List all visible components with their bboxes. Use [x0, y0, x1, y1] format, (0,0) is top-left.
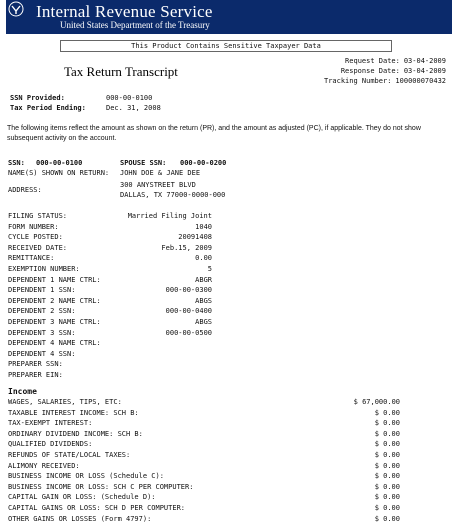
names-row: [8, 168, 226, 178]
request-info: [246, 56, 446, 86]
address-line-1: 300 ANYSTREET BLVD: [120, 181, 196, 189]
info-row-label: DEPENDENT 1 SSN:: [8, 286, 76, 295]
names-value: JOHN DOE & JANE DEE: [120, 169, 201, 177]
tracking-number-label: Tracking Number:: [323, 77, 392, 85]
info-row: [8, 222, 212, 233]
income-row-value: $ 0.00: [374, 472, 400, 481]
income-row: [8, 408, 400, 419]
info-row-value: Feb.15, 2009: [161, 243, 212, 252]
disclaimer-text: The following items reflect the amount as shown on the return (PR), and the amount as adjusted (PC), if applicable. They do not show subsequent activity on the account.: [7, 125, 421, 142]
address-line-2: DALLAS, TX 77000-0000-000: [120, 191, 226, 199]
return-info-list: [8, 211, 212, 381]
spouse-ssn-value: 000-00-0200: [180, 159, 227, 167]
info-row: [8, 370, 212, 381]
info-row: [8, 296, 212, 307]
info-row-value: Married Filing Joint: [127, 212, 212, 220]
response-date-row: [246, 66, 446, 76]
info-row-value: 0.00: [195, 254, 212, 263]
info-row-label: FORM NUMBER:: [8, 222, 59, 231]
response-date-value: 03-04-2009: [403, 67, 446, 75]
info-row: [8, 328, 212, 339]
info-row-value: 000-00-0400: [165, 307, 212, 316]
income-row-value: $ 0.00: [374, 429, 400, 438]
taxpayer-block: [8, 158, 226, 200]
sensitive-data-notice: This Product Contains Sensitive Taxpayer Data: [60, 40, 392, 52]
ssn-provided-label: SSN Provided:: [10, 94, 65, 102]
info-row-label: REMITTANCE:: [8, 254, 55, 263]
info-row: [8, 285, 212, 296]
info-row-label: EXEMPTION NUMBER:: [8, 264, 80, 273]
info-row: [8, 253, 212, 264]
ssn-value: 000-00-0100: [36, 159, 83, 167]
income-row-value: $ 0.00: [374, 408, 400, 417]
income-row-value: $ 0.00: [374, 503, 400, 512]
income-row-label: CAPITAL GAIN OR LOSS: (Schedule D):: [8, 493, 156, 502]
income-row-value: $ 0.00: [374, 514, 400, 523]
income-row: [8, 439, 400, 450]
income-row-value: $ 0.00: [374, 461, 400, 470]
irs-eagle-icon: [8, 1, 24, 17]
info-row: [8, 317, 212, 328]
ssn-provided-row: [10, 93, 161, 103]
income-row-label: BUSINESS INCOME OR LOSS (Schedule C):: [8, 472, 164, 481]
income-row-label: QUALIFIED DIVIDENDS:: [8, 440, 93, 449]
info-row-value: 000-00-0500: [165, 328, 212, 337]
income-row: [8, 450, 400, 461]
income-row: [8, 514, 400, 524]
address-value: [120, 180, 225, 200]
info-row-value: ABGS: [195, 296, 212, 305]
info-row-value: 5: [207, 264, 212, 273]
income-row-value: $ 0.00: [374, 482, 400, 491]
info-row-value: 1040: [195, 222, 212, 231]
info-row-label: DEPENDENT 4 SSN:: [8, 349, 76, 358]
tracking-number-row: [246, 76, 446, 86]
info-row-label: PREPARER SSN:: [8, 360, 63, 369]
tax-period-value: Dec. 31, 2008: [106, 104, 161, 112]
info-row-label: DEPENDENT 2 NAME CTRL:: [8, 296, 101, 305]
income-row-value: $ 0.00: [374, 419, 400, 428]
irs-header: [6, 0, 452, 34]
info-row: [8, 264, 212, 275]
income-row: [8, 397, 400, 408]
income-row: [8, 482, 400, 493]
info-row-label: RECEIVED DATE:: [8, 243, 68, 252]
ssn-label: SSN:: [8, 159, 25, 167]
income-row-label: TAX-EXEMPT INTEREST:: [8, 419, 93, 428]
income-list: [8, 397, 400, 524]
page-title: Tax Return Transcript: [64, 64, 178, 79]
request-date-label: Request Date:: [345, 57, 400, 65]
info-row-label: DEPENDENT 1 NAME CTRL:: [8, 275, 101, 284]
info-row: [8, 232, 212, 243]
ssn-provided-value: 000-00-0100: [106, 94, 153, 102]
request-date-row: [246, 56, 446, 66]
info-row: [8, 211, 212, 222]
address-row: [8, 180, 226, 200]
income-row-label: ALIMONY RECEIVED:: [8, 461, 80, 470]
info-row-label: CYCLE POSTED:: [8, 233, 63, 242]
income-section-title: Income: [8, 387, 37, 396]
info-row-label: DEPENDENT 4 NAME CTRL:: [8, 339, 101, 348]
ssn-row: [8, 158, 226, 168]
income-row: [8, 471, 400, 482]
info-row-value: 20091408: [178, 233, 212, 242]
income-row: [8, 503, 400, 514]
names-label: NAME(S) SHOWN ON RETURN:: [8, 169, 110, 177]
income-row-value: $ 67,000.00: [353, 398, 400, 406]
info-row-value: ABGS: [195, 317, 212, 326]
info-row-label: FILING STATUS:: [8, 212, 68, 220]
ssn-provided-block: [10, 93, 161, 113]
info-row-label: PREPARER EIN:: [8, 370, 63, 379]
spouse-ssn-label: SPOUSE SSN:: [120, 159, 167, 167]
info-row: [8, 306, 212, 317]
agency-name: Internal Revenue Service: [36, 2, 213, 21]
income-row-label: CAPITAL GAINS OR LOSS: SCH D PER COMPUTER:: [8, 503, 186, 512]
income-row-value: $ 0.00: [374, 440, 400, 449]
info-row: [8, 275, 212, 286]
income-row: [8, 492, 400, 503]
tax-period-row: [10, 103, 161, 113]
income-row-label: WAGES, SALARIES, TIPS, ETC:: [8, 398, 122, 406]
info-row: [8, 338, 212, 349]
income-row-label: TAXABLE INTEREST INCOME: SCH B:: [8, 408, 139, 417]
info-row-label: DEPENDENT 2 SSN:: [8, 307, 76, 316]
info-row: [8, 359, 212, 370]
response-date-label: Response Date:: [340, 67, 400, 75]
income-row-label: OTHER GAINS OR LOSSES (Form 4797):: [8, 514, 152, 523]
info-row-label: DEPENDENT 3 SSN:: [8, 328, 76, 337]
income-row-label: BUSINESS INCOME OR LOSS: SCH C PER COMPUTER:: [8, 482, 194, 491]
income-row: [8, 461, 400, 472]
income-row-label: ORDINARY DIVIDEND INCOME: SCH B:: [8, 429, 143, 438]
tax-period-label: Tax Period Ending:: [10, 104, 86, 112]
info-row-label: DEPENDENT 3 NAME CTRL:: [8, 317, 101, 326]
income-row-label: REFUNDS OF STATE/LOCAL TAXES:: [8, 450, 131, 459]
income-row-value: $ 0.00: [374, 450, 400, 459]
info-row: [8, 349, 212, 360]
income-row: [8, 418, 400, 429]
income-row: [8, 429, 400, 440]
info-row-value: 000-00-0300: [165, 286, 212, 295]
department-name: United States Department of the Treasury: [60, 20, 210, 30]
info-row: [8, 243, 212, 254]
address-label: ADDRESS:: [8, 186, 42, 194]
info-row-value: ABGR: [195, 275, 212, 284]
income-row-value: $ 0.00: [374, 493, 400, 502]
tracking-number-value: 100000070432: [395, 77, 446, 85]
request-date-value: 03-04-2009: [403, 57, 446, 65]
